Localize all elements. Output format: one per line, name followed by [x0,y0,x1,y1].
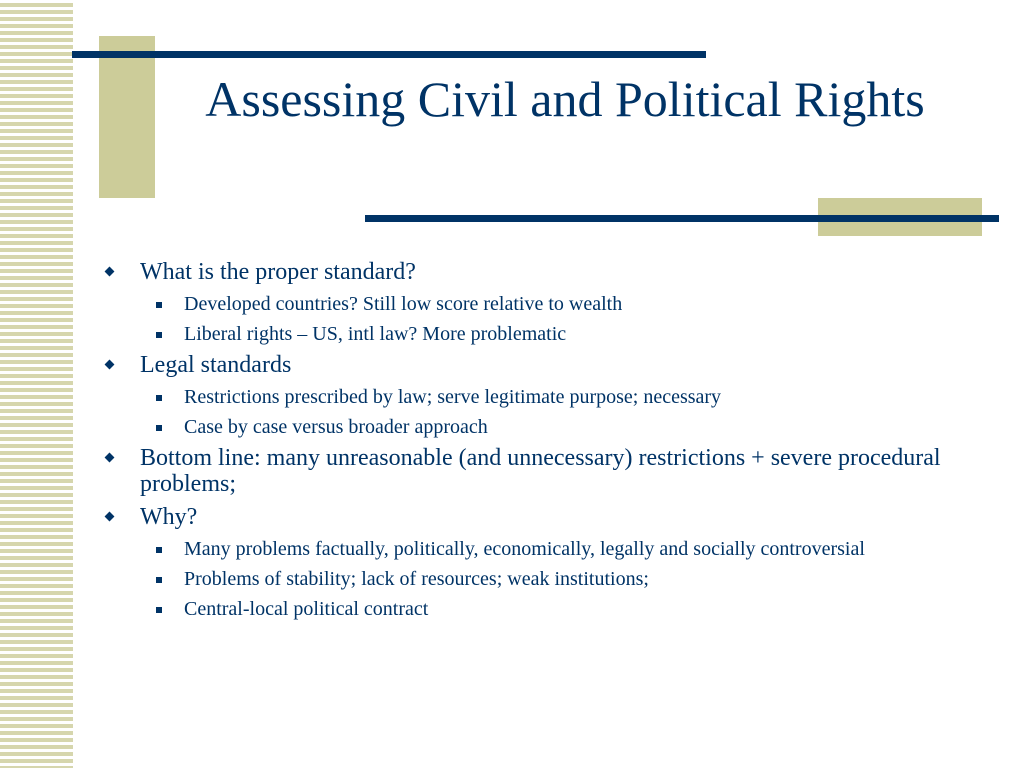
square-bullet-icon [156,607,162,613]
sub-bullet-text: Developed countries? Still low score relative to wealth [184,293,623,315]
sub-bullet-text: Many problems factually, politically, economically, legally and socially controversial [184,538,865,560]
bullet-item [104,259,984,285]
square-bullet-icon [156,577,162,583]
square-bullet-icon [156,395,162,401]
bullet-item [104,504,984,530]
sub-bullet-text: Case by case versus broader approach [184,416,488,438]
sub-bullet-item [104,293,984,315]
title-rule-top [72,51,706,58]
title-rule-bottom [365,215,999,222]
tan-accent-block-top [99,36,155,198]
diamond-bullet-icon [105,512,115,522]
square-bullet-icon [156,332,162,338]
bullet-item [104,445,984,497]
bullet-text: What is the proper standard? [140,259,416,285]
slide-title: Assessing Civil and Political Rights [205,71,925,127]
diamond-bullet-icon [105,267,115,277]
bullet-item [104,352,984,378]
sub-bullet-item [104,386,984,408]
sub-bullet-item [104,568,984,590]
square-bullet-icon [156,547,162,553]
sub-bullet-text: Problems of stability; lack of resources; weak institutions; [184,568,649,590]
diamond-bullet-icon [105,360,115,370]
sub-bullet-item [104,538,984,560]
slide-body [104,252,984,620]
sub-bullet-item [104,323,984,345]
sub-bullet-item [104,416,984,438]
square-bullet-icon [156,302,162,308]
sub-bullet-text: Liberal rights – US, intl law? More problematic [184,323,567,345]
sub-bullet-item [104,598,984,620]
sub-bullet-text: Restrictions prescribed by law; serve legitimate purpose; necessary [184,386,722,408]
bullet-text: Legal standards [140,352,292,378]
square-bullet-icon [156,425,162,431]
bullet-list [104,259,984,620]
bullet-text: Bottom line: many unreasonable (and unnecessary) restrictions + severe procedural problems; [140,445,941,497]
striped-margin-decoration [0,0,73,768]
diamond-bullet-icon [105,453,115,463]
bullet-text: Why? [140,504,198,530]
sub-bullet-text: Central-local political contract [184,598,429,620]
